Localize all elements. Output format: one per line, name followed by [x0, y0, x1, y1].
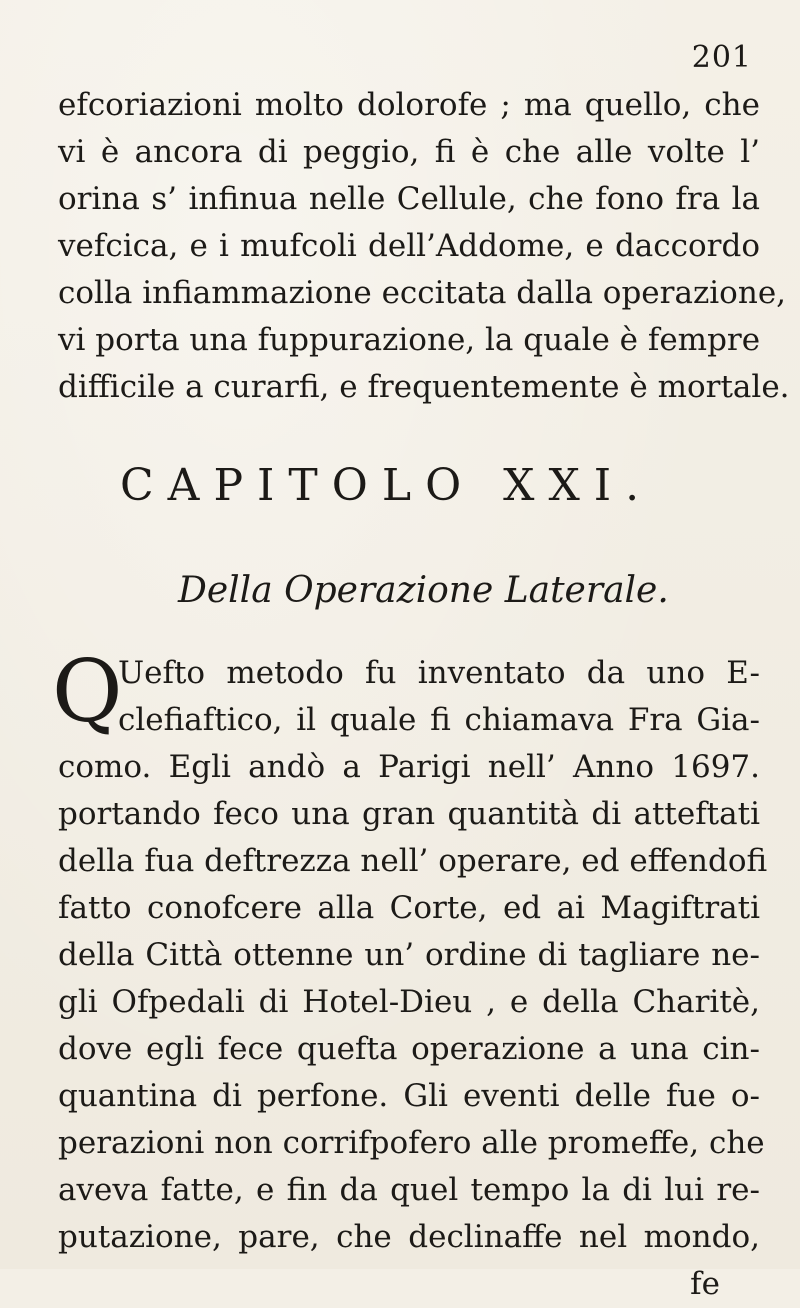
text-line: gli Ofpedali di Hotel-Dieu , e della Charitè, [58, 984, 760, 1020]
text-line: clefiaftico, il quale fi chiamava Fra Gia- [118, 702, 760, 738]
text-line: perazioni non corrifpofero alle promeffe, che [58, 1125, 765, 1161]
text-line: portando feco una gran quantità di atteftati [58, 796, 760, 832]
text-line: vi è ancora di peggio, fi è che alle volte l’ [58, 134, 760, 170]
text-line: aveva fatte, e fin da quel tempo la di lui re- [58, 1172, 760, 1208]
chapter-title: CAPITOLO XXI. [120, 460, 654, 511]
text-line: vi porta una fuppurazione, la quale è fempre [58, 322, 761, 358]
text-line: vefcica, e i mufcoli dell’Addome, e daccordo [58, 228, 760, 264]
catchword: fe [690, 1266, 720, 1302]
drop-cap: Q [52, 642, 123, 742]
text-line: quantina di perfone. Gli eventi delle fue o- [58, 1078, 760, 1114]
text-line: della fua deftrezza nell’ operare, ed effendofi [58, 843, 768, 879]
page-number: 201 [691, 40, 752, 75]
text-line: colla infiammazione eccitata dalla operazione, [58, 275, 787, 311]
text-line: Uefto metodo fu inventato da uno E- [118, 655, 760, 691]
text-line: difficile a curarfi, e frequentemente è mortale. [58, 369, 790, 405]
text-line: putazione, pare, che declinaffe nel mondo, [58, 1219, 760, 1255]
text-line: orina s’ infinua nelle Cellule, che fono fra la [58, 181, 760, 217]
text-line: efcoriazioni molto dolorofe ; ma quello, che [58, 87, 760, 123]
text-line: dove egli fece quefta operazione a una cin- [58, 1031, 760, 1067]
section-title: Della Operazione Laterale. [178, 570, 669, 611]
intro-paragraph [58, 82, 790, 411]
body-paragraph [52, 642, 768, 1308]
text-line: fatto conofcere alla Corte, ed ai Magiftrati [58, 890, 760, 926]
text-line: della Città ottenne un’ ordine di tagliare ne- [58, 937, 760, 973]
text-line: como. Egli andò a Parigi nell’ Anno 1697. [58, 749, 760, 785]
